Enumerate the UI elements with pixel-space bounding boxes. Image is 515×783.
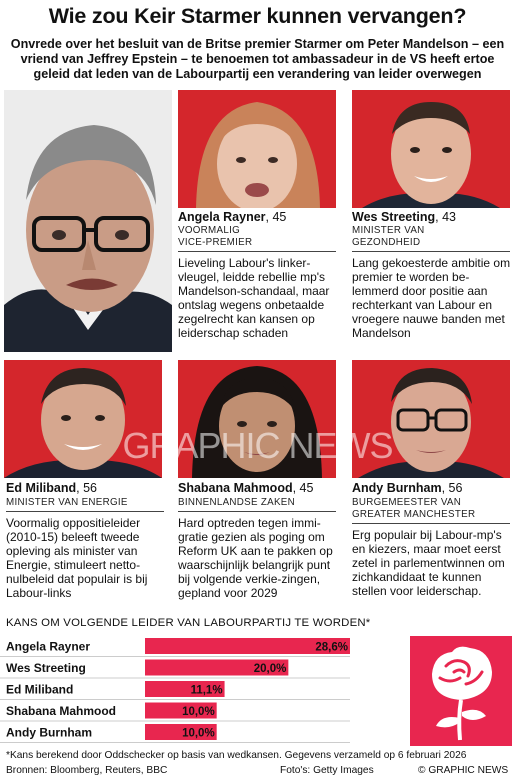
burnham-photo: [352, 360, 510, 478]
category-label: Ed Miliband: [6, 682, 74, 697]
candidate-role-miliband: MINISTER VAN ENERGIE: [6, 497, 128, 508]
candidate-name-miliband: Ed Miliband, 56: [6, 481, 97, 495]
streeting-photo: [352, 90, 510, 208]
candidate-role-burnham-line2: GREATER MANCHESTER: [352, 509, 476, 520]
candidate-role-streeting-line1: MINISTER VAN: [352, 225, 425, 236]
brand-credit: © GRAPHIC NEWS: [418, 765, 509, 776]
divider: [352, 251, 510, 252]
value-label: 10,0%: [182, 706, 215, 718]
candidate-role-rayner-line2: VICE-PREMIER: [178, 237, 253, 248]
sources: Bronnen: Bloomberg, Reuters, BBC: [6, 765, 168, 776]
category-label: Shabana Mahmood: [6, 704, 117, 718]
candidate-role-burnham-line1: BURGEMEESTER VAN: [352, 497, 462, 508]
category-label: Andy Burnham: [6, 725, 93, 740]
value-label: 11,1%: [190, 684, 223, 697]
watermark: GRAPHIC NEWS: [122, 425, 393, 466]
category-label: Wes Streeting: [6, 661, 86, 675]
divider: [6, 511, 164, 512]
value-label: 10,0%: [182, 727, 215, 740]
candidate-description-miliband: Voormalig oppositieleider (2010-15) beleeft tweede opleving als minister van Energie, stimuleert netto-nulbeleid dat populair is bij Labour-links: [6, 516, 148, 600]
chart-title: KANS OM VOLGENDE LEIDER VAN LABOURPARTIJ TE WORDEN*: [6, 617, 371, 629]
page-subtitle: Onvrede over het besluit van de Britse premier Starmer om Peter Mandelson – een vriend van Jeffrey Epstein – te benoemen tot ambassadeur in de VS heeft ertoe geleid dat leden van de Labourpartij een verandering van leider overwegen: [10, 37, 505, 81]
page-title: Wie zou Keir Starmer kunnen vervangen?: [48, 4, 467, 28]
divider: [178, 511, 336, 512]
candidate-name-rayner: Angela Rayner, 45: [178, 210, 287, 224]
value-label: 20,0%: [253, 663, 287, 675]
rayner-photo: [178, 90, 336, 208]
candidate-description-burnham: Erg populair bij Labour-mp's en kiezers, maar moet eerst zetel in parlementwinnen om zichkandidaat te kunnen stellen voor leiderschap.: [352, 528, 505, 598]
candidate-role-streeting-line2: GEZONDHEID: [352, 237, 421, 248]
candidate-name-streeting: Wes Streeting, 43: [352, 210, 456, 224]
miliband-photo: [4, 360, 162, 478]
value-label: 28,6%: [315, 641, 348, 654]
candidate-name-burnham: Andy Burnham, 56: [352, 481, 463, 495]
photo-credit: Foto's: Getty Images: [280, 765, 374, 776]
divider: [352, 523, 510, 524]
category-label: Angela Rayner: [6, 639, 91, 654]
candidate-role-rayner-line1: VOORMALIG: [178, 225, 241, 236]
starmer-photo: [4, 90, 172, 352]
candidate-description-streeting: Lang gekoesterde ambitie om premier te worden be-lemmerd door positie aan rechterkant van Labour en vroegere nauwe banden met Mandelson: [352, 256, 511, 340]
divider: [178, 251, 336, 252]
mahmood-photo: [178, 360, 336, 478]
footnote: *Kans berekend door Oddschecker op basis van wedkansen. Gegevens verzameld op 6 februari 2026: [6, 750, 467, 761]
candidate-description-mahmood: Hard optreden tegen immi-gratie gezien als poging om Reform UK aan te pakken op waarschijnlijk belangrijk punt bij volgende verkie-zingen, gepland voor 2029: [178, 516, 333, 600]
candidate-role-mahmood: BINNENLANDSE ZAKEN: [178, 497, 296, 508]
candidate-description-rayner: Lieveling Labour's linker-vleugel, leidde rebellie mp's Mandelson-schandaal, maar ontslag wegens onbetaalde zegelrecht kan kansen op leiderschap schaden: [178, 256, 330, 340]
labour-rose-logo: [410, 636, 512, 746]
candidate-name-mahmood: Shabana Mahmood, 45: [178, 481, 314, 495]
